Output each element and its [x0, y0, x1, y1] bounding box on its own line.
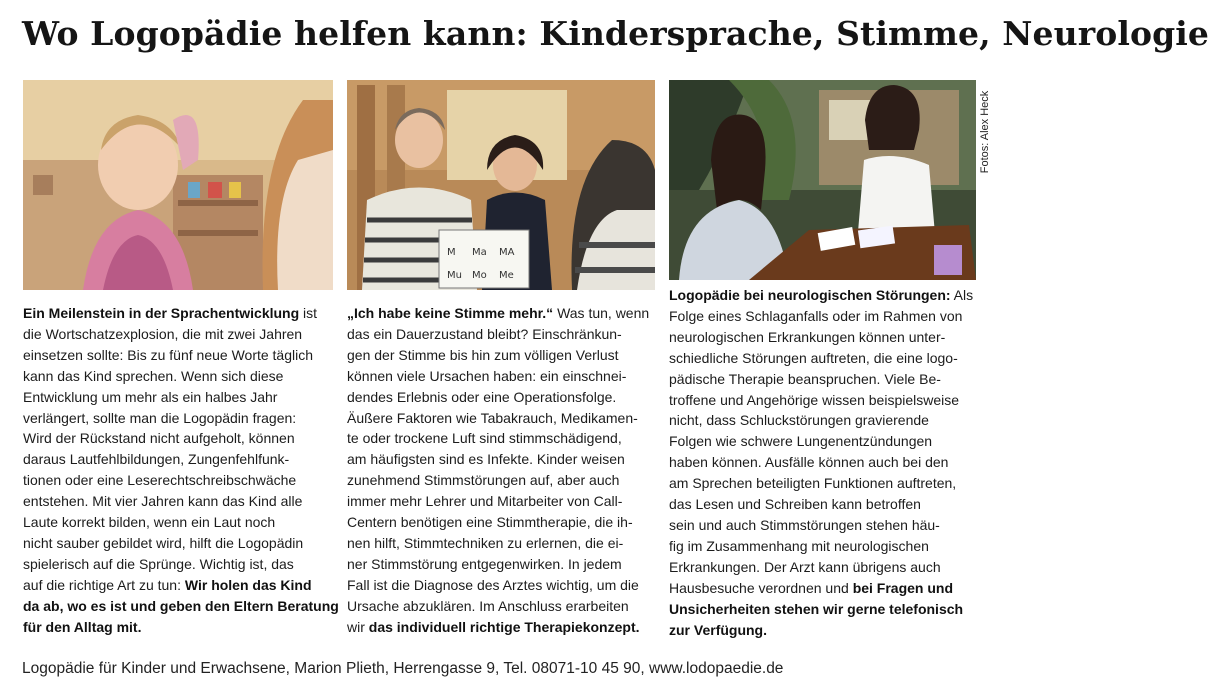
bold-segment: „Ich habe keine Stimme mehr.“	[347, 305, 554, 321]
text-line	[347, 428, 657, 449]
bold-segment: da ab, wo es ist und geben den Eltern Beratung	[23, 597, 339, 614]
text-segment: daraus Lautfehlbildungen, Zungenfehlfunk-	[23, 451, 290, 468]
text-line	[23, 617, 335, 638]
text-line	[669, 515, 981, 536]
text-line	[669, 348, 981, 369]
text-line	[23, 408, 335, 429]
photo-child-therapy	[23, 80, 333, 290]
bold-segment: Unsicherheiten stehen wir gerne telefonisch	[669, 600, 964, 617]
article-column-children	[23, 303, 339, 638]
text-segment: Folgen wie schwere Lungenentzündungen	[669, 433, 933, 450]
text-segment: ist	[299, 305, 318, 321]
text-line	[23, 512, 335, 533]
text-line	[347, 345, 657, 366]
svg-text:Mo: Mo	[472, 270, 487, 281]
bold-segment: für den Alltag mit.	[23, 618, 142, 635]
text-line	[23, 470, 335, 491]
bold-segment: Logopädie bei neurologischen Störungen:	[669, 287, 951, 303]
text-line	[347, 533, 657, 554]
text-line	[23, 575, 335, 596]
text-segment: verlängert, sollte man die Logopädin fragen:	[23, 409, 297, 426]
text-line	[347, 303, 657, 324]
text-segment: nen hilft, Stimmtechniken zu erlernen, die ei-	[347, 534, 624, 551]
text-segment: haben können. Ausfälle können auch bei den	[669, 454, 949, 471]
photo-voice-therapy	[347, 80, 655, 290]
text-line	[669, 494, 981, 515]
text-line	[669, 578, 981, 599]
text-segment: neurologischen Erkrankungen können unter-	[669, 328, 946, 345]
photo-neuro-therapy	[669, 80, 976, 280]
text-segment: können viele Ursachen haben: ein einschnei-	[347, 367, 627, 384]
text-line	[347, 408, 657, 429]
contact-footer: Logopädie für Kinder und Erwachsene, Marion Plieth, Herrengasse 9, Tel. 08071-10 45 90, www.lodopaedie.de	[22, 660, 784, 677]
article-column-voice	[347, 303, 657, 638]
text-segment: Was tun, wenn	[553, 305, 650, 321]
text-segment: am häufigsten sind es Infekte. Kinder weisen	[347, 451, 625, 468]
text-line	[669, 557, 981, 578]
text-segment: Äußere Faktoren wie Tabakrauch, Medikamen-	[347, 409, 638, 426]
text-line	[669, 410, 981, 431]
text-line	[347, 596, 657, 617]
bold-segment: Ein Meilenstein in der Sprachentwicklung	[23, 305, 300, 321]
text-segment: Entwicklung um mehr als ein halbes Jahr	[23, 388, 278, 405]
text-segment: fig im Zusammenhang mit neurologischen	[669, 537, 929, 554]
text-segment: spielerisch auf die Sprünge. Wichtig ist, das	[23, 555, 294, 572]
text-line	[669, 452, 981, 473]
text-line	[347, 387, 657, 408]
text-line	[669, 431, 981, 452]
text-segment: ner Stimmstörung entgegenwirken. In jedem	[347, 555, 622, 572]
text-segment: Laute korrekt bilden, wenn ein Laut noch	[23, 514, 276, 531]
text-segment: zunehmend Stimmstörungen auf, aber auch	[347, 472, 620, 489]
text-segment: das Lesen und Schreiben kann betroffen	[669, 496, 921, 513]
bold-segment: bei Fragen und	[852, 579, 954, 596]
photo-credit: Fotos: Alex Heck	[979, 90, 991, 174]
text-line	[669, 285, 981, 306]
text-segment: wir	[347, 618, 369, 635]
text-line	[347, 575, 657, 596]
bold-segment: zur Verfügung.	[669, 621, 767, 638]
text-line	[669, 473, 981, 494]
text-segment: Folge eines Schlaganfalls oder im Rahmen von	[669, 307, 963, 324]
text-segment: troffene und Angehörige wissen beispielsweise	[669, 391, 960, 408]
text-line	[23, 596, 339, 617]
svg-text:Ma: Ma	[472, 247, 487, 258]
text-line	[23, 366, 335, 387]
text-line	[23, 345, 335, 366]
page-title: Wo Logopädie helfen kann: Kindersprache, Stimme, Neurologie	[22, 14, 1209, 53]
text-segment: tionen oder eine Leserechtschreibschwäche	[23, 472, 297, 489]
text-segment: Wird der Rückstand nicht aufgeholt, können	[23, 430, 295, 447]
text-line	[23, 303, 335, 324]
text-segment: gen der Stimme bis hin zum völligen Verlust	[347, 346, 619, 363]
text-line	[347, 617, 657, 638]
text-segment: kann das Kind sprechen. Wenn sich diese	[23, 367, 284, 384]
text-line	[669, 369, 981, 390]
text-segment: Ursache abzuklären. Im Anschluss erarbeiten	[347, 597, 629, 614]
text-segment: einsetzen sollte: Bis zu fünf neue Worte täglich	[23, 346, 314, 363]
text-line	[23, 387, 335, 408]
text-line	[347, 512, 657, 533]
text-line	[23, 533, 335, 554]
svg-text:M: M	[447, 247, 456, 258]
bold-segment: Wir holen das Kind	[184, 576, 312, 593]
article-column-neurology	[669, 285, 981, 640]
text-line	[347, 366, 657, 387]
text-line	[669, 620, 981, 641]
text-line	[347, 449, 657, 470]
text-line	[347, 554, 657, 575]
text-segment: Centern benötigen eine Stimmtherapie, die ih-	[347, 514, 633, 531]
text-segment: das ein Dauerzustand bleibt? Einschränkun-	[347, 325, 622, 342]
text-line	[669, 327, 981, 348]
text-line	[347, 470, 657, 491]
text-segment: sein und auch Stimmstörungen stehen häu-	[669, 516, 940, 533]
text-line	[669, 390, 981, 411]
text-segment: pädische Therapie beanspruchen. Viele Be-	[669, 370, 941, 387]
text-line	[669, 306, 981, 327]
text-segment: Fall ist die Diagnose des Arztes wichtig, um die	[347, 576, 639, 593]
text-segment: Als	[950, 287, 974, 303]
text-segment: nicht sauber gebildet wird, hilft die Logopädin	[23, 534, 304, 551]
text-line	[347, 324, 657, 345]
text-segment: Hausbesuche verordnen und	[669, 579, 853, 596]
text-line	[347, 491, 657, 512]
text-segment: schiedliche Störungen auftreten, die eine logo-	[669, 349, 958, 366]
text-line	[23, 324, 335, 345]
text-segment: te oder trockene Luft sind stimmschädigend,	[347, 430, 622, 447]
text-line	[23, 554, 335, 575]
svg-text:Me: Me	[499, 270, 514, 281]
text-segment: am Sprechen beteiligten Funktionen auftreten,	[669, 475, 957, 492]
text-line	[23, 428, 335, 449]
svg-text:Mu: Mu	[447, 270, 462, 281]
text-segment: nicht, dass Schluckstörungen gravierende	[669, 412, 929, 429]
text-segment: auf die richtige Art zu tun:	[23, 576, 185, 593]
svg-text:MA: MA	[499, 247, 515, 258]
text-segment: immer mehr Lehrer und Mitarbeiter von Call-	[347, 493, 623, 510]
text-line	[669, 599, 981, 620]
text-segment: entstehen. Mit vier Jahren kann das Kind alle	[23, 493, 303, 510]
text-line	[23, 449, 335, 470]
text-line	[669, 536, 981, 557]
text-segment: die Wortschatzexplosion, die mit zwei Jahren	[23, 325, 303, 342]
text-line	[23, 491, 335, 512]
bold-segment: das individuell richtige Therapiekonzept.	[368, 618, 640, 635]
text-segment: Erkrankungen. Der Arzt kann übrigens auch	[669, 558, 941, 575]
text-segment: dendes Erlebnis oder eine Operationsfolge.	[347, 388, 617, 405]
